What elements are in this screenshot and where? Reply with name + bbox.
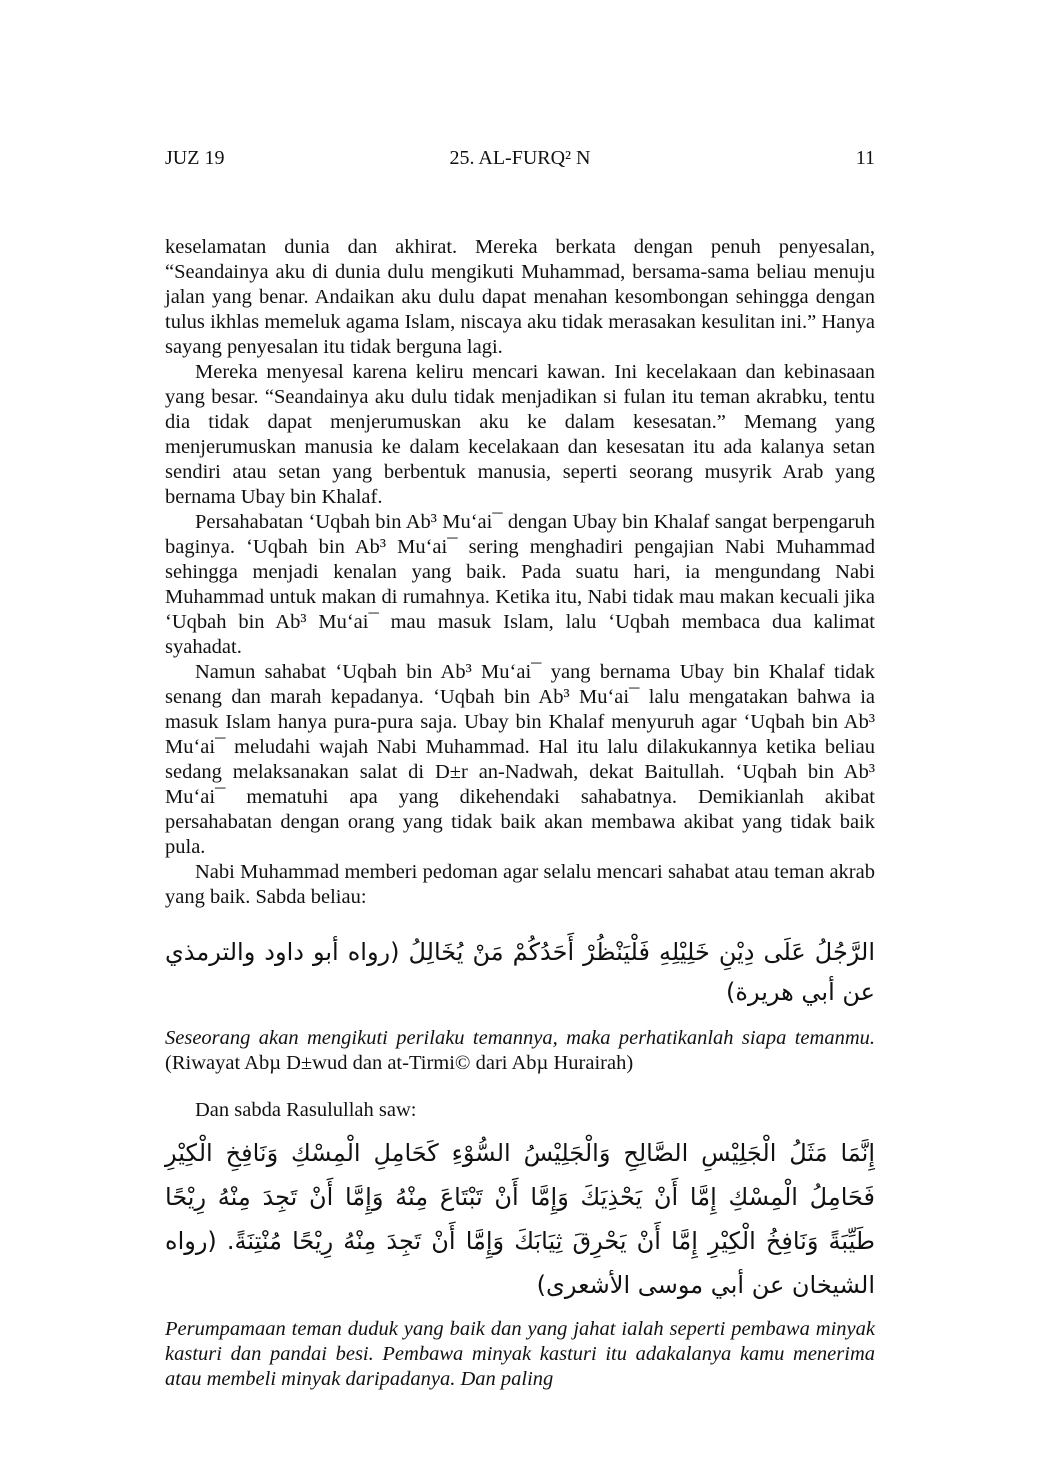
paragraph-2: Mereka menyesal karena keliru mencari kawan. Ini kecelakaan dan kebinasaan yang besar. “Seandainya aku dulu tidak menjadikan si fulan itu teman akrabku, tentu dia tidak dapat menjerumuskan aku ke dalam kesesatan.” Memang yang menjerumuskan manusia ke dalam kecelakaan dan kesesatan itu ada kalanya setan sendiri atau setan yang berbentuk manusia, seperti seorang musyrik Arab yang bernama Ubay bin Khalaf.: [165, 361, 875, 508]
paragraph-3: Persahabatan ‘Uqbah bin Ab³ Mu‘ai¯ dengan Ubay bin Khalaf sangat berpengaruh baginya. ‘Uqbah bin Ab³ Mu‘ai¯ sering menghadiri pengajian Nabi Muhammad sehingga menjadi kenalan yang baik. Pada suatu hari, ia mengundang Nabi Muhammad untuk makan di rumahnya. Ketika itu, Nabi tidak mau makan kecuali jika ‘Uqbah bin Ab³ Mu‘ai¯ mau masuk Islam, lalu ‘Uqbah membaca dua kalimat syahadat.: [165, 511, 875, 658]
page-header: [165, 147, 875, 175]
sabda-intro: Dan sabda Rasulullah saw:: [195, 1099, 417, 1121]
hadith-1-arabic: الرَّجُلُ عَلَى دِيْنِ خَلِيْلِهِ فَلْيَنْظُرْ أَحَدُكُمْ مَنْ يُخَالِلُ (رواه أبو داود والترمذي عن أبي هريرة): [165, 938, 875, 1006]
paragraph-1: keselamatan dunia dan akhirat. Mereka berkata dengan penuh penyesalan, “Seandainya aku di dunia dulu mengikuti Muhammad, bersama-sama beliau menuju jalan yang benar. Andaikan aku dulu dapat menahan kesombongan sehingga dengan tulus ikhlas memeluk agama Islam, niscaya aku tidak merasakan kesulitan ini.” Hanya sayang penyesalan itu tidak berguna lagi.: [165, 236, 875, 358]
paragraph-4: Namun sahabat ‘Uqbah bin Ab³ Mu‘ai¯ yang bernama Ubay bin Khalaf tidak senang dan marah kepadanya. ‘Uqbah bin Ab³ Mu‘ai¯ lalu mengatakan bahwa ia masuk Islam hanya pura-pura saja. Ubay bin Khalaf menyuruh agar ‘Uqbah bin Ab³ Mu‘ai¯ meludahi wajah Nabi Muhammad. Hal itu lalu dilakukannya ketika beliau sedang melaksanakan salat di D±r an-Nadwah, dekat Baitullah. ‘Uqbah bin Ab³ Mu‘ai¯ mematuhi apa yang dikehendaki sahabatnya. Demikianlah akibat persahabatan dengan orang yang tidak baik akan membawa akibat yang tidak baik pula.: [165, 661, 875, 858]
juz-label: JUZ 19: [165, 147, 225, 169]
page-content: [165, 235, 875, 1392]
paragraph-5: Nabi Muhammad memberi pedoman agar selalu mencari sahabat atau teman akrab yang baik. Sabda beliau:: [165, 861, 875, 908]
surah-title: 25. AL-FURQ² N: [449, 147, 591, 169]
hadith-2-translation: Perumpamaan teman duduk yang baik dan yang jahat ialah seperti pembawa minyak kasturi dan pandai besi. Pembawa minyak kasturi itu adakalanya kamu menerima atau membeli minyak daripadanya. Dan paling: [165, 1318, 875, 1390]
hadith-1-translation: [165, 1026, 875, 1076]
hadith-1-translation-text: Seseorang akan mengikuti perilaku temannya, maka perhatikanlah siapa temanmu.: [165, 1027, 875, 1049]
page-number: 11: [855, 147, 875, 169]
hadith-2-arabic: إِنَّمَا مَثَلُ الْجَلِيْسِ الصَّالِحِ وَالْجَلِيْسُ السُّوْءِ كَحَامِلِ الْمِسْكِ وَنَافِخِ الْكِيْرِ فَحَامِلُ الْمِسْكِ إِمَّا أَنْ يَحْذِيَكَ وَإِمَّا أَنْ تَبْتَاعَ مِنْهُ وَإِمَّا أَنْ تَجِدَ مِنْهُ رِيْحًا طَيِّبَةً وَنَافِخُ الْكِيْرِ إِمَّا أَنْ يَحْرِقَ ثِيَابَكَ وَإِمَّا أَنْ تَجِدَ مِنْهُ رِيْحًا مُنْتِنَةً. (رواه الشيخان عن أبي موسى الأشعرى): [165, 1139, 875, 1299]
hadith-1-source: (Riwayat Abµ D±wud dan at-Tirmi© dari Abµ Hurairah): [165, 1052, 634, 1074]
